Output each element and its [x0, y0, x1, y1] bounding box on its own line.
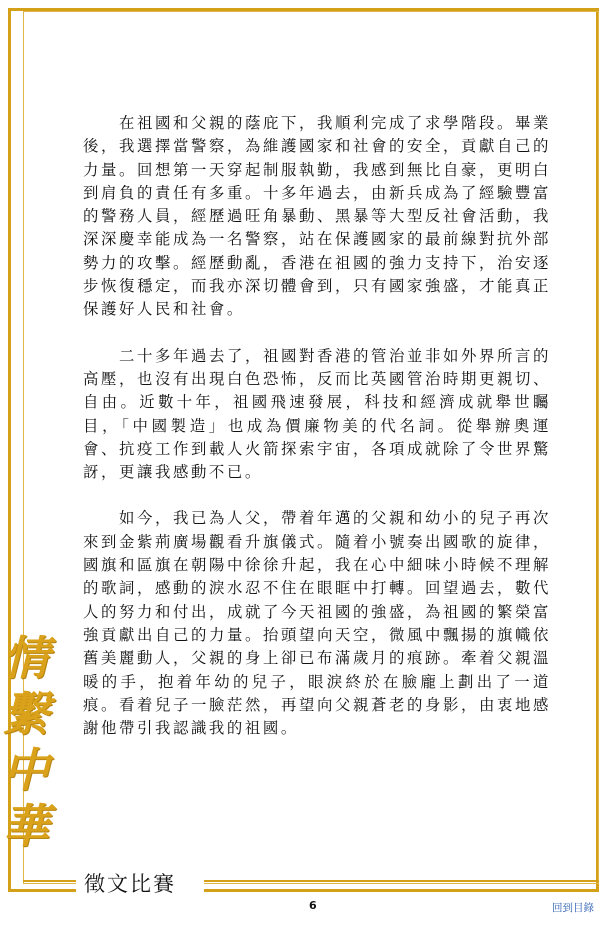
footer-section-label: 徵文比賽 — [84, 872, 176, 896]
page-number: 6 — [309, 899, 317, 912]
essay-paragraph-2: 二十多年過去了，祖國對香港的管治並非如外界所言的高壓，也沒有出現白色恐怖，反而比英國管治時期更親切、自由。近數十年，祖國飛速發展，科技和經濟成就舉世矚目，「中國製造」也成為價廉物美的代名詞。從舉辦奧運會、抗疫工作到載人火箭探索宇宙，各項成就除了令世界驚訝，更讓我感動不已。 — [83, 346, 551, 482]
side-title-char-4: 華 — [3, 799, 49, 853]
side-title-char-3: 中 — [3, 743, 49, 797]
side-title-char-2: 繫 — [3, 687, 49, 741]
side-title-char-1: 情 — [3, 631, 49, 685]
essay-paragraph-1: 在祖國和父親的蔭庇下，我順利完成了求學階段。畢業後，我選擇當警察，為維護國家和社會的安全，貢獻自己的力量。回想第一天穿起制服執勤，我感到無比自豪，更明白到肩負的責任有多重。十多年過去，由新兵成為了經驗豐富的警務人員，經歷過旺角暴動、黑暴等大型反社會活動，我深深慶幸能成為一名警察，站在保護國家的最前線對抗外部勢力的攻擊。經歷動亂，香港在祖國的強力支持下，治安逐步恢復穩定，而我亦深切體會到，只有國家強盛，才能真正保護好人民和社會。 — [83, 114, 551, 319]
side-title-calligraphy — [3, 630, 49, 854]
essay-paragraph-3: 如今，我已為人父，帶着年邁的父親和幼小的兒子再次來到金紫荊廣場觀看升旗儀式。隨着小號奏出國歌的旋律，國旗和區旗在朝陽中徐徐升起，我在心中細味小時候不理解的歌詞，感動的淚水忍不住在眼眶中打轉。回望過去，數代人的努力和付出，成就了今天祖國的強盛，為祖國的繁榮富強貢獻出自己的力量。抬頭望向天空，微風中飄揚的旗幟依舊美麗動人，父親的身上卻已布滿歲月的痕跡。牽着父親溫暖的手，抱着年幼的兒子，眼淚終於在臉龐上劃出了一道痕。看着兒子一臉茫然，再望向父親蒼老的身影，由衷地感謝他帶引我認識我的祖國。 — [83, 509, 551, 738]
back-to-contents-link[interactable]: 回到目錄 — [552, 902, 594, 914]
essay-body — [83, 112, 551, 740]
